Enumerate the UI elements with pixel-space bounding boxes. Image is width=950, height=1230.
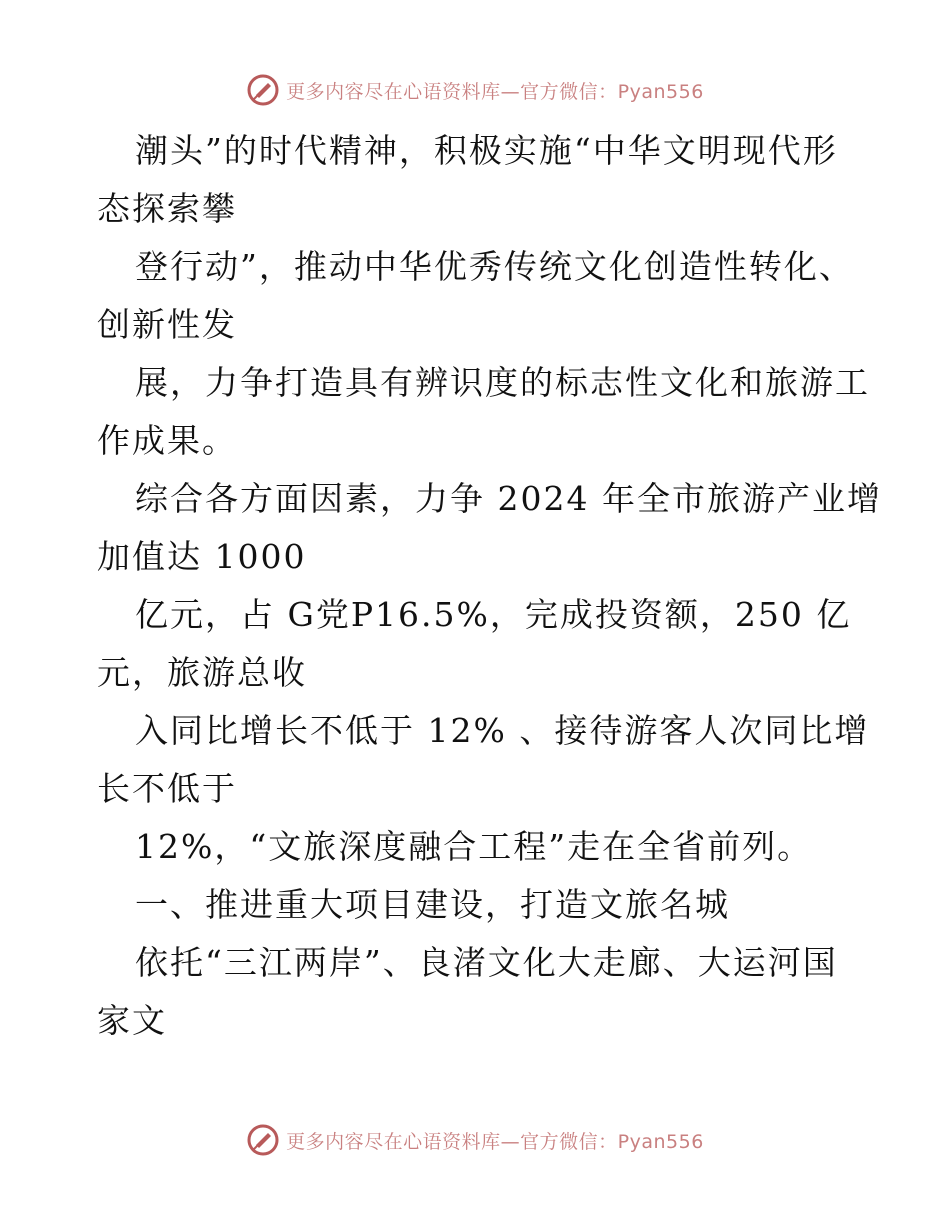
watermark-text: 更多内容尽在心语资料库—官方微信：Pyan556: [286, 80, 704, 103]
watermark-text: 更多内容尽在心语资料库—官方微信：Pyan556: [286, 1130, 704, 1153]
text-line: 依托“三江两岸”、良渚文化大走廊、大运河国: [135, 943, 838, 982]
document-body: [97, 122, 882, 1050]
text-line: 综合各方面因素，力争 2024 年全市旅游产业增: [135, 479, 882, 518]
text-line: 作成果。: [97, 421, 237, 460]
text-line: 家文: [97, 1001, 167, 1040]
text-line: 亿元，占 G党P16.5%，完成投资额，250 亿: [135, 595, 852, 634]
text-line: 加值达 1000: [97, 537, 307, 576]
header-watermark: [0, 70, 950, 110]
section-heading: 一、推进重大项目建设，打造文旅名城: [135, 885, 730, 924]
text-line: 态探索攀: [97, 189, 237, 228]
text-line: 元，旅游总收: [97, 653, 307, 692]
logo-icon: [246, 73, 280, 107]
footer-watermark: [0, 1120, 950, 1160]
text-line: 12%，“文旅深度融合工程”走在全省前列。: [135, 827, 813, 866]
watermark-handle: Pyan556: [617, 1130, 704, 1153]
text-line: 创新性发: [97, 305, 237, 344]
watermark-handle: Pyan556: [617, 80, 704, 103]
text-line: 长不低于: [97, 769, 237, 808]
text-line: 登行动”，推动中华优秀传统文化创造性转化、: [135, 247, 854, 286]
text-line: 展，力争打造具有辨识度的标志性文化和旅游工: [135, 363, 870, 402]
text-line: 入同比增长不低于 12% 、接待游客人次同比增: [135, 711, 870, 750]
text-line: 潮头”的时代精神，积极实施“中华文明现代形: [135, 131, 838, 170]
logo-icon: [246, 1123, 280, 1157]
